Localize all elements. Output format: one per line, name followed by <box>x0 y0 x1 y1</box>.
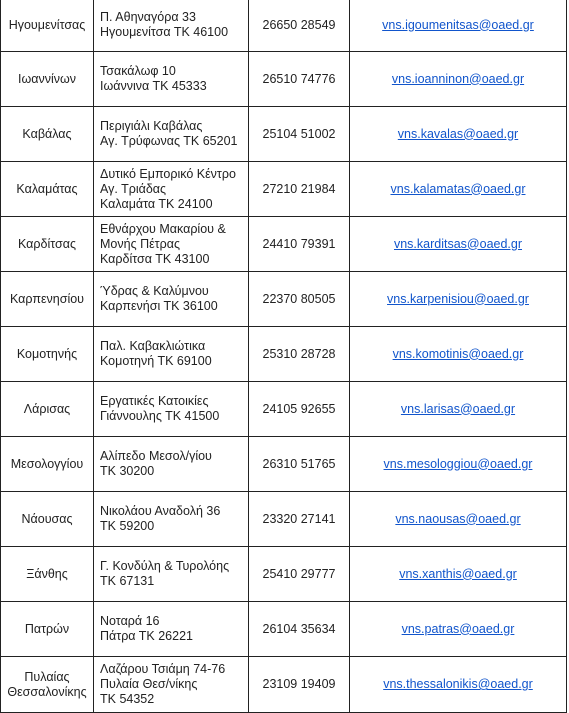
city-cell <box>1 547 94 602</box>
table-row <box>1 327 567 382</box>
city-name: Πατρών <box>24 621 70 636</box>
table-row <box>1 107 567 162</box>
address-line: Γ. Κονδύλη & Τυρολόης <box>100 559 230 573</box>
city-name: Καλαμάτας <box>16 181 78 196</box>
city-name: Πυλαίας <box>24 669 70 684</box>
phone-cell <box>249 217 350 272</box>
phone-cell <box>249 657 350 713</box>
table-row <box>1 437 567 492</box>
city-cell <box>1 162 94 217</box>
city-cell <box>1 492 94 547</box>
phone-cell <box>249 437 350 492</box>
phone-cell <box>249 272 350 327</box>
city-cell <box>1 602 94 657</box>
phone-number: 24105 92655 <box>262 401 336 416</box>
email-link[interactable]: vns.larisas@oaed.gr <box>400 401 516 416</box>
city-cell <box>1 657 94 713</box>
email-link[interactable]: vns.karditsas@oaed.gr <box>393 236 523 251</box>
address-cell <box>94 52 249 107</box>
address-cell <box>94 327 249 382</box>
city-name: Μεσολογγίου <box>10 456 84 471</box>
email-link[interactable]: vns.xanthis@oaed.gr <box>399 566 517 581</box>
phone-cell <box>249 162 350 217</box>
city-cell <box>1 52 94 107</box>
address-line: Τσακάλωφ 10 <box>100 64 176 78</box>
address-line: Καλαμάτα ΤΚ 24100 <box>100 196 213 211</box>
city-cell <box>1 0 94 52</box>
email-cell <box>350 602 567 657</box>
address-line: Εργατικές Κατοικίες <box>100 394 209 408</box>
phone-cell <box>249 107 350 162</box>
email-cell <box>350 162 567 217</box>
city-cell <box>1 272 94 327</box>
phone-number: 25310 28728 <box>262 346 336 361</box>
table-row <box>1 162 567 217</box>
phone-number: 26104 35634 <box>262 621 336 636</box>
city-cell <box>1 437 94 492</box>
phone-number: 26650 28549 <box>262 17 336 32</box>
table-row <box>1 382 567 437</box>
email-cell <box>350 547 567 602</box>
address-line: Περιγιάλι Καβάλας <box>100 119 203 133</box>
address-line: Καρδίτσα ΤΚ 43100 <box>100 251 210 266</box>
table-row <box>1 272 567 327</box>
address-line: Καρπενήσι ΤΚ 36100 <box>100 299 218 313</box>
address-line: Νικολάου Αναδολή 36 <box>100 504 221 518</box>
phone-number: 23320 27141 <box>262 511 336 526</box>
table-row <box>1 52 567 107</box>
phone-number: 27210 21984 <box>262 181 336 196</box>
email-cell <box>350 0 567 52</box>
address-line: Πάτρα ΤΚ 26221 <box>100 629 193 643</box>
email-link[interactable]: vns.kalamatas@oaed.gr <box>390 181 526 196</box>
address-line: Παλ. Καβακλιώτικα <box>100 339 206 353</box>
email-cell <box>350 657 567 713</box>
email-cell <box>350 492 567 547</box>
address-line: Ύδρας & Καλύμνου <box>100 284 209 298</box>
address-cell <box>94 162 249 217</box>
address-line: Δυτικό Εμπορικό Κέντρο <box>100 166 236 181</box>
city-name: Κομοτηνής <box>16 346 78 361</box>
phone-number: 26310 51765 <box>262 456 336 471</box>
address-line: Νοταρά 16 <box>100 614 160 628</box>
city-name: Νάουσας <box>21 511 73 526</box>
email-link[interactable]: vns.naousas@oaed.gr <box>395 511 521 526</box>
phone-number: 25104 51002 <box>262 126 336 141</box>
phone-cell <box>249 327 350 382</box>
email-link[interactable]: vns.thessalonikis@oaed.gr <box>383 677 533 691</box>
address-line: Ηγουμενίτσα ΤΚ 46100 <box>100 25 229 39</box>
city-name: Ηγουμενίτσας <box>8 17 86 32</box>
email-cell <box>350 327 567 382</box>
email-link[interactable]: vns.igoumenitsas@oaed.gr <box>382 17 534 32</box>
address-cell <box>94 657 249 713</box>
address-line: ΤΚ 59200 <box>100 519 155 533</box>
email-link[interactable]: vns.komotinis@oaed.gr <box>392 346 524 361</box>
address-line: Κομοτηνή ΤΚ 69100 <box>100 354 212 368</box>
table-row <box>1 657 567 713</box>
city-name: Καβάλας <box>22 126 72 141</box>
address-line: Ιωάννινα ΤΚ 45333 <box>100 79 207 93</box>
email-link[interactable]: vns.patras@oaed.gr <box>401 621 515 636</box>
phone-number: 25410 29777 <box>262 566 336 581</box>
email-link[interactable]: vns.ioanninon@oaed.gr <box>391 71 525 86</box>
email-cell <box>350 382 567 437</box>
address-line: Πυλαία Θεσ/νίκης <box>100 677 198 691</box>
email-cell <box>350 437 567 492</box>
phone-cell <box>249 492 350 547</box>
address-line: ΤΚ 67131 <box>100 574 155 588</box>
city-name: Λάρισας <box>23 401 71 416</box>
address-line: Λαζάρου Τσιάμη 74-76 <box>100 662 226 676</box>
phone-cell <box>249 602 350 657</box>
address-line: Γιάννουλης ΤΚ 41500 <box>100 409 220 423</box>
phone-cell <box>249 547 350 602</box>
city-name: Καρπενησίου <box>9 291 85 306</box>
address-line: Μονής Πέτρας <box>100 236 180 251</box>
phone-cell <box>249 382 350 437</box>
table-row <box>1 547 567 602</box>
email-cell <box>350 107 567 162</box>
city-cell <box>1 382 94 437</box>
address-cell <box>94 382 249 437</box>
address-cell <box>94 0 249 52</box>
email-link[interactable]: vns.mesologgiou@oaed.gr <box>383 456 533 471</box>
table-row <box>1 492 567 547</box>
phone-number: 26510 74776 <box>262 71 336 86</box>
phone-number: 22370 80505 <box>262 291 336 306</box>
address-cell <box>94 217 249 272</box>
city-name: Καρδίτσας <box>18 236 76 251</box>
city-name: Ξάνθης <box>26 566 68 581</box>
city-name: Ιωαννίνων <box>18 71 76 86</box>
address-line: Εθνάρχου Μακαρίου & <box>100 221 226 236</box>
city-cell <box>1 217 94 272</box>
address-line: ΤΚ 30200 <box>100 464 155 478</box>
table-row <box>1 0 567 52</box>
phone-cell <box>249 0 350 52</box>
email-cell <box>350 52 567 107</box>
city-cell <box>1 327 94 382</box>
address-cell <box>94 602 249 657</box>
phone-number: 24410 79391 <box>262 236 336 251</box>
phone-cell <box>249 52 350 107</box>
email-link[interactable]: vns.kavalas@oaed.gr <box>397 126 519 141</box>
city-cell <box>1 107 94 162</box>
address-line: Αγ. Τρύφωνας ΤΚ 65201 <box>100 134 238 148</box>
address-line: Αλίπεδο Μεσολ/γίου <box>100 449 212 463</box>
address-cell <box>94 272 249 327</box>
address-cell <box>94 547 249 602</box>
address-line: Π. Αθηναγόρα 33 <box>100 10 196 24</box>
address-cell <box>94 437 249 492</box>
offices-table-body <box>1 0 567 713</box>
address-cell <box>94 107 249 162</box>
email-cell <box>350 272 567 327</box>
address-cell <box>94 492 249 547</box>
table-row <box>1 217 567 272</box>
address-line: Αγ. Τριάδας <box>100 181 167 196</box>
city-name: Θεσσαλονίκης <box>7 684 87 699</box>
table-row <box>1 602 567 657</box>
email-link[interactable]: vns.karpenisiou@oaed.gr <box>387 291 529 306</box>
phone-number: 23109 19409 <box>262 677 336 691</box>
email-cell <box>350 217 567 272</box>
address-line: ΤΚ 54352 <box>100 692 155 706</box>
